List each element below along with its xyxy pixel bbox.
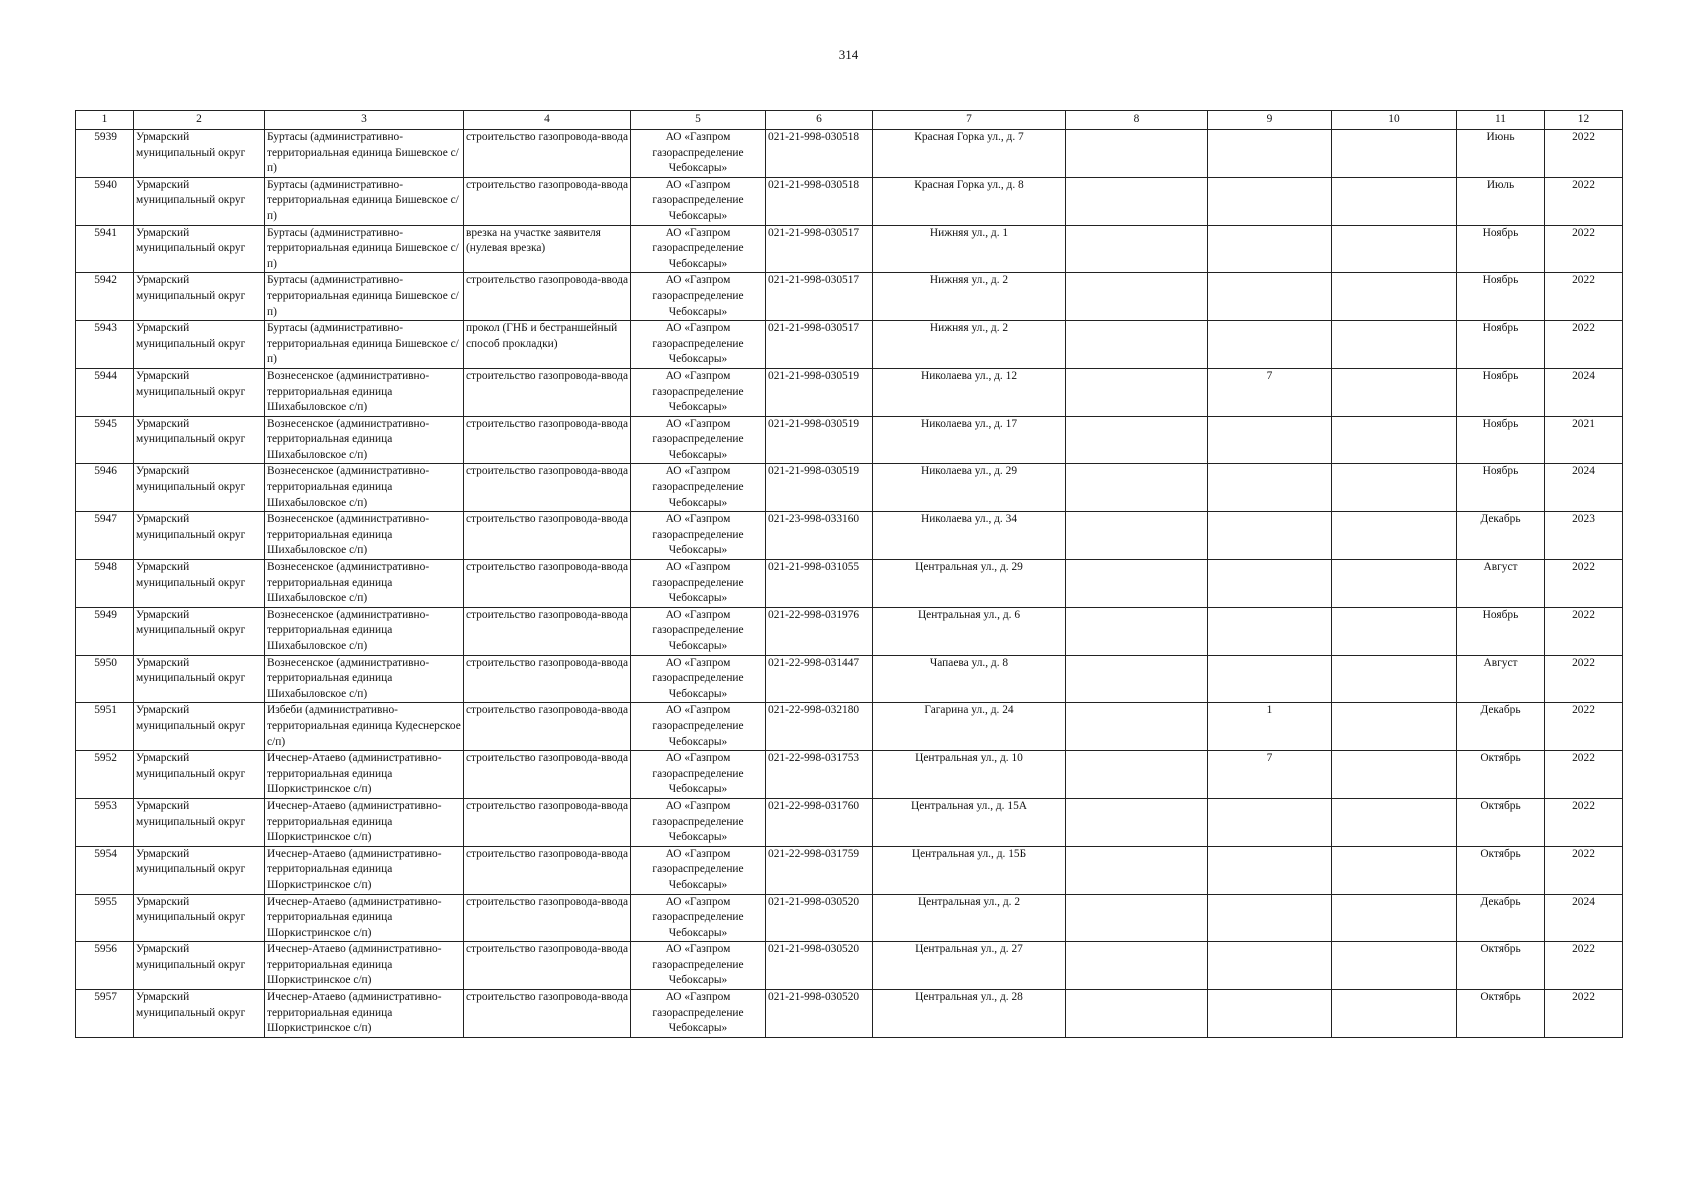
year-cell: 2022 xyxy=(1545,655,1623,703)
column-10-cell xyxy=(1332,177,1457,225)
settlement-cell: Ичеснер-Атаево (административно-территориальная единица Шоркистринское с/п) xyxy=(265,751,464,799)
row-number-cell: 5952 xyxy=(76,751,134,799)
organization-cell: АО «Газпром газораспределение Чебоксары» xyxy=(631,607,766,655)
column-header: 1 xyxy=(76,111,134,130)
month-cell: Июль xyxy=(1457,177,1545,225)
column-9-cell xyxy=(1208,177,1332,225)
page-number: 314 xyxy=(838,47,859,62)
application-code-cell: 021-21-998-030518 xyxy=(766,177,873,225)
column-header: 3 xyxy=(265,111,464,130)
column-9-cell: 7 xyxy=(1208,751,1332,799)
row-number-cell: 5950 xyxy=(76,655,134,703)
table-row xyxy=(76,607,1623,655)
work-type-cell: строительство газопровода-ввода xyxy=(464,368,631,416)
work-type-cell: строительство газопровода-ввода xyxy=(464,512,631,560)
month-cell: Октябрь xyxy=(1457,990,1545,1038)
year-cell: 2022 xyxy=(1545,942,1623,990)
work-type-cell: строительство газопровода-ввода xyxy=(464,560,631,608)
municipality-cell: Урмарский муниципальный округ xyxy=(134,464,265,512)
year-cell: 2024 xyxy=(1545,894,1623,942)
column-9-cell xyxy=(1208,130,1332,178)
column-8-cell xyxy=(1066,655,1208,703)
settlement-cell: Ичеснер-Атаево (административно-территориальная единица Шоркистринское с/п) xyxy=(265,894,464,942)
organization-cell: АО «Газпром газораспределение Чебоксары» xyxy=(631,130,766,178)
column-10-cell xyxy=(1332,273,1457,321)
municipality-cell: Урмарский муниципальный округ xyxy=(134,177,265,225)
column-9-cell xyxy=(1208,416,1332,464)
application-code-cell: 021-21-998-030517 xyxy=(766,273,873,321)
table-row xyxy=(76,942,1623,990)
organization-cell: АО «Газпром газораспределение Чебоксары» xyxy=(631,273,766,321)
column-header: 9 xyxy=(1208,111,1332,130)
column-8-cell xyxy=(1066,894,1208,942)
month-cell: Июнь xyxy=(1457,130,1545,178)
address-cell: Центральная ул., д. 28 xyxy=(873,990,1066,1038)
application-code-cell: 021-21-998-030517 xyxy=(766,321,873,369)
work-type-cell: строительство газопровода-ввода xyxy=(464,273,631,321)
work-type-cell: строительство газопровода-ввода xyxy=(464,607,631,655)
month-cell: Август xyxy=(1457,655,1545,703)
address-cell: Нижняя ул., д. 1 xyxy=(873,225,1066,273)
row-number-cell: 5955 xyxy=(76,894,134,942)
column-10-cell xyxy=(1332,655,1457,703)
column-8-cell xyxy=(1066,321,1208,369)
column-9-cell xyxy=(1208,273,1332,321)
municipality-cell: Урмарский муниципальный округ xyxy=(134,990,265,1038)
municipality-cell: Урмарский муниципальный округ xyxy=(134,416,265,464)
column-9-cell: 1 xyxy=(1208,703,1332,751)
table-row xyxy=(76,368,1623,416)
address-cell: Центральная ул., д. 29 xyxy=(873,560,1066,608)
column-10-cell xyxy=(1332,464,1457,512)
address-cell: Центральная ул., д. 15Б xyxy=(873,846,1066,894)
address-cell: Центральная ул., д. 2 xyxy=(873,894,1066,942)
address-cell: Николаева ул., д. 34 xyxy=(873,512,1066,560)
work-type-cell: врезка на участке заявителя (нулевая врезка) xyxy=(464,225,631,273)
application-code-cell: 021-21-998-030519 xyxy=(766,416,873,464)
work-type-cell: строительство газопровода-ввода xyxy=(464,464,631,512)
month-cell: Октябрь xyxy=(1457,751,1545,799)
municipality-cell: Урмарский муниципальный округ xyxy=(134,560,265,608)
row-number-cell: 5939 xyxy=(76,130,134,178)
address-cell: Чапаева ул., д. 8 xyxy=(873,655,1066,703)
column-9-cell xyxy=(1208,512,1332,560)
column-header: 10 xyxy=(1332,111,1457,130)
row-number-cell: 5943 xyxy=(76,321,134,369)
application-code-cell: 021-21-998-030520 xyxy=(766,942,873,990)
row-number-cell: 5948 xyxy=(76,560,134,608)
column-9-cell xyxy=(1208,560,1332,608)
application-code-cell: 021-22-998-031447 xyxy=(766,655,873,703)
municipality-cell: Урмарский муниципальный округ xyxy=(134,703,265,751)
row-number-cell: 5953 xyxy=(76,798,134,846)
table-row xyxy=(76,655,1623,703)
month-cell: Август xyxy=(1457,560,1545,608)
row-number-cell: 5942 xyxy=(76,273,134,321)
organization-cell: АО «Газпром газораспределение Чебоксары» xyxy=(631,512,766,560)
month-cell: Ноябрь xyxy=(1457,607,1545,655)
year-cell: 2024 xyxy=(1545,464,1623,512)
table-row xyxy=(76,177,1623,225)
column-10-cell xyxy=(1332,607,1457,655)
organization-cell: АО «Газпром газораспределение Чебоксары» xyxy=(631,368,766,416)
year-cell: 2021 xyxy=(1545,416,1623,464)
settlement-cell: Ичеснер-Атаево (административно-территориальная единица Шоркистринское с/п) xyxy=(265,990,464,1038)
month-cell: Декабрь xyxy=(1457,703,1545,751)
column-8-cell xyxy=(1066,846,1208,894)
work-type-cell: строительство газопровода-ввода xyxy=(464,798,631,846)
settlement-cell: Буртасы (административно-территориальная единица Бишевское с/п) xyxy=(265,177,464,225)
organization-cell: АО «Газпром газораспределение Чебоксары» xyxy=(631,751,766,799)
column-10-cell xyxy=(1332,512,1457,560)
settlement-cell: Вознесенское (административно-территориальная единица Шихабыловское с/п) xyxy=(265,512,464,560)
column-8-cell xyxy=(1066,130,1208,178)
municipality-cell: Урмарский муниципальный округ xyxy=(134,273,265,321)
month-cell: Ноябрь xyxy=(1457,273,1545,321)
work-type-cell: прокол (ГНБ и бестраншейный способ прокладки) xyxy=(464,321,631,369)
municipality-cell: Урмарский муниципальный округ xyxy=(134,368,265,416)
organization-cell: АО «Газпром газораспределение Чебоксары» xyxy=(631,321,766,369)
settlement-cell: Вознесенское (административно-территориальная единица Шихабыловское с/п) xyxy=(265,368,464,416)
settlement-cell: Буртасы (административно-территориальная единица Бишевское с/п) xyxy=(265,273,464,321)
year-cell: 2022 xyxy=(1545,225,1623,273)
column-10-cell xyxy=(1332,416,1457,464)
column-9-cell xyxy=(1208,321,1332,369)
table-row xyxy=(76,130,1623,178)
column-9-cell: 7 xyxy=(1208,368,1332,416)
application-code-cell: 021-22-998-031760 xyxy=(766,798,873,846)
address-cell: Нижняя ул., д. 2 xyxy=(873,273,1066,321)
year-cell: 2022 xyxy=(1545,321,1623,369)
work-type-cell: строительство газопровода-ввода xyxy=(464,894,631,942)
column-header: 8 xyxy=(1066,111,1208,130)
organization-cell: АО «Газпром газораспределение Чебоксары» xyxy=(631,894,766,942)
work-type-cell: строительство газопровода-ввода xyxy=(464,751,631,799)
month-cell: Ноябрь xyxy=(1457,321,1545,369)
table-row xyxy=(76,703,1623,751)
column-8-cell xyxy=(1066,751,1208,799)
column-8-cell xyxy=(1066,464,1208,512)
row-number-cell: 5945 xyxy=(76,416,134,464)
column-header: 5 xyxy=(631,111,766,130)
column-number-header-row xyxy=(76,111,1623,130)
application-code-cell: 021-23-998-033160 xyxy=(766,512,873,560)
year-cell: 2022 xyxy=(1545,177,1623,225)
column-9-cell xyxy=(1208,942,1332,990)
municipality-cell: Урмарский муниципальный округ xyxy=(134,894,265,942)
month-cell: Декабрь xyxy=(1457,512,1545,560)
column-header: 12 xyxy=(1545,111,1623,130)
address-cell: Николаева ул., д. 29 xyxy=(873,464,1066,512)
address-cell: Красная Горка ул., д. 7 xyxy=(873,130,1066,178)
column-header: 6 xyxy=(766,111,873,130)
organization-cell: АО «Газпром газораспределение Чебоксары» xyxy=(631,416,766,464)
application-code-cell: 021-22-998-031759 xyxy=(766,846,873,894)
row-number-cell: 5947 xyxy=(76,512,134,560)
organization-cell: АО «Газпром газораспределение Чебоксары» xyxy=(631,560,766,608)
organization-cell: АО «Газпром газораспределение Чебоксары» xyxy=(631,655,766,703)
address-cell: Николаева ул., д. 17 xyxy=(873,416,1066,464)
month-cell: Октябрь xyxy=(1457,942,1545,990)
year-cell: 2022 xyxy=(1545,846,1623,894)
organization-cell: АО «Газпром газораспределение Чебоксары» xyxy=(631,942,766,990)
column-8-cell xyxy=(1066,798,1208,846)
month-cell: Ноябрь xyxy=(1457,464,1545,512)
settlement-cell: Ичеснер-Атаево (административно-территориальная единица Шоркистринское с/п) xyxy=(265,846,464,894)
table-row xyxy=(76,894,1623,942)
column-header: 7 xyxy=(873,111,1066,130)
year-cell: 2022 xyxy=(1545,560,1623,608)
table-row xyxy=(76,321,1623,369)
column-10-cell xyxy=(1332,321,1457,369)
municipality-cell: Урмарский муниципальный округ xyxy=(134,607,265,655)
year-cell: 2022 xyxy=(1545,703,1623,751)
column-10-cell xyxy=(1332,894,1457,942)
organization-cell: АО «Газпром газораспределение Чебоксары» xyxy=(631,846,766,894)
month-cell: Декабрь xyxy=(1457,894,1545,942)
municipality-cell: Урмарский муниципальный округ xyxy=(134,798,265,846)
registry-table xyxy=(75,110,1623,1038)
application-code-cell: 021-22-998-031753 xyxy=(766,751,873,799)
municipality-cell: Урмарский муниципальный округ xyxy=(134,942,265,990)
column-10-cell xyxy=(1332,751,1457,799)
settlement-cell: Буртасы (административно-территориальная единица Бишевское с/п) xyxy=(265,130,464,178)
column-10-cell xyxy=(1332,703,1457,751)
organization-cell: АО «Газпром газораспределение Чебоксары» xyxy=(631,464,766,512)
column-10-cell xyxy=(1332,846,1457,894)
municipality-cell: Урмарский муниципальный округ xyxy=(134,655,265,703)
application-code-cell: 021-21-998-031055 xyxy=(766,560,873,608)
row-number-cell: 5944 xyxy=(76,368,134,416)
column-8-cell xyxy=(1066,368,1208,416)
column-8-cell xyxy=(1066,703,1208,751)
column-9-cell xyxy=(1208,798,1332,846)
column-8-cell xyxy=(1066,512,1208,560)
column-9-cell xyxy=(1208,846,1332,894)
column-9-cell xyxy=(1208,607,1332,655)
column-8-cell xyxy=(1066,607,1208,655)
column-8-cell xyxy=(1066,942,1208,990)
table-row xyxy=(76,273,1623,321)
column-10-cell xyxy=(1332,942,1457,990)
application-code-cell: 021-21-998-030520 xyxy=(766,990,873,1038)
table-row xyxy=(76,416,1623,464)
year-cell: 2022 xyxy=(1545,798,1623,846)
address-cell: Центральная ул., д. 6 xyxy=(873,607,1066,655)
settlement-cell: Буртасы (административно-территориальная единица Бишевское с/п) xyxy=(265,321,464,369)
table-row xyxy=(76,990,1623,1038)
settlement-cell: Избеби (административно-территориальная единица Кудеснерское с/п) xyxy=(265,703,464,751)
row-number-cell: 5957 xyxy=(76,990,134,1038)
organization-cell: АО «Газпром газораспределение Чебоксары» xyxy=(631,225,766,273)
application-code-cell: 021-21-998-030519 xyxy=(766,464,873,512)
month-cell: Октябрь xyxy=(1457,798,1545,846)
column-8-cell xyxy=(1066,225,1208,273)
year-cell: 2022 xyxy=(1545,607,1623,655)
municipality-cell: Урмарский муниципальный округ xyxy=(134,846,265,894)
municipality-cell: Урмарский муниципальный округ xyxy=(134,751,265,799)
work-type-cell: строительство газопровода-ввода xyxy=(464,655,631,703)
application-code-cell: 021-22-998-031976 xyxy=(766,607,873,655)
row-number-cell: 5946 xyxy=(76,464,134,512)
column-10-cell xyxy=(1332,225,1457,273)
table-row xyxy=(76,846,1623,894)
table-row xyxy=(76,464,1623,512)
work-type-cell: строительство газопровода-ввода xyxy=(464,177,631,225)
column-10-cell xyxy=(1332,990,1457,1038)
settlement-cell: Вознесенское (административно-территориальная единица Шихабыловское с/п) xyxy=(265,607,464,655)
column-10-cell xyxy=(1332,798,1457,846)
column-header: 2 xyxy=(134,111,265,130)
month-cell: Октябрь xyxy=(1457,846,1545,894)
column-9-cell xyxy=(1208,894,1332,942)
municipality-cell: Урмарский муниципальный округ xyxy=(134,321,265,369)
column-8-cell xyxy=(1066,990,1208,1038)
address-cell: Центральная ул., д. 10 xyxy=(873,751,1066,799)
table-row xyxy=(76,225,1623,273)
organization-cell: АО «Газпром газораспределение Чебоксары» xyxy=(631,703,766,751)
column-9-cell xyxy=(1208,225,1332,273)
address-cell: Центральная ул., д. 15А xyxy=(873,798,1066,846)
year-cell: 2022 xyxy=(1545,273,1623,321)
work-type-cell: строительство газопровода-ввода xyxy=(464,990,631,1038)
row-number-cell: 5940 xyxy=(76,177,134,225)
year-cell: 2024 xyxy=(1545,368,1623,416)
column-8-cell xyxy=(1066,560,1208,608)
address-cell: Центральная ул., д. 27 xyxy=(873,942,1066,990)
address-cell: Нижняя ул., д. 2 xyxy=(873,321,1066,369)
table-row xyxy=(76,560,1623,608)
municipality-cell: Урмарский муниципальный округ xyxy=(134,225,265,273)
work-type-cell: строительство газопровода-ввода xyxy=(464,130,631,178)
row-number-cell: 5956 xyxy=(76,942,134,990)
row-number-cell: 5954 xyxy=(76,846,134,894)
settlement-cell: Вознесенское (административно-территориальная единица Шихабыловское с/п) xyxy=(265,464,464,512)
application-code-cell: 021-21-998-030517 xyxy=(766,225,873,273)
month-cell: Ноябрь xyxy=(1457,416,1545,464)
column-10-cell xyxy=(1332,130,1457,178)
column-9-cell xyxy=(1208,990,1332,1038)
settlement-cell: Вознесенское (административно-территориальная единица Шихабыловское с/п) xyxy=(265,655,464,703)
settlement-cell: Вознесенское (административно-территориальная единица Шихабыловское с/п) xyxy=(265,416,464,464)
table-row xyxy=(76,751,1623,799)
application-code-cell: 021-21-998-030519 xyxy=(766,368,873,416)
work-type-cell: строительство газопровода-ввода xyxy=(464,416,631,464)
column-header: 11 xyxy=(1457,111,1545,130)
table-body xyxy=(76,130,1623,1038)
address-cell: Гагарина ул., д. 24 xyxy=(873,703,1066,751)
year-cell: 2022 xyxy=(1545,751,1623,799)
settlement-cell: Ичеснер-Атаево (административно-территориальная единица Шоркистринское с/п) xyxy=(265,942,464,990)
column-header: 4 xyxy=(464,111,631,130)
table-row xyxy=(76,512,1623,560)
column-8-cell xyxy=(1066,416,1208,464)
year-cell: 2022 xyxy=(1545,130,1623,178)
row-number-cell: 5941 xyxy=(76,225,134,273)
month-cell: Ноябрь xyxy=(1457,368,1545,416)
work-type-cell: строительство газопровода-ввода xyxy=(464,703,631,751)
application-code-cell: 021-22-998-032180 xyxy=(766,703,873,751)
organization-cell: АО «Газпром газораспределение Чебоксары» xyxy=(631,177,766,225)
column-10-cell xyxy=(1332,368,1457,416)
organization-cell: АО «Газпром газораспределение Чебоксары» xyxy=(631,990,766,1038)
column-9-cell xyxy=(1208,464,1332,512)
row-number-cell: 5951 xyxy=(76,703,134,751)
year-cell: 2023 xyxy=(1545,512,1623,560)
column-10-cell xyxy=(1332,560,1457,608)
municipality-cell: Урмарский муниципальный округ xyxy=(134,512,265,560)
month-cell: Ноябрь xyxy=(1457,225,1545,273)
work-type-cell: строительство газопровода-ввода xyxy=(464,846,631,894)
application-code-cell: 021-21-998-030518 xyxy=(766,130,873,178)
column-8-cell xyxy=(1066,177,1208,225)
column-8-cell xyxy=(1066,273,1208,321)
organization-cell: АО «Газпром газораспределение Чебоксары» xyxy=(631,798,766,846)
table-row xyxy=(76,798,1623,846)
settlement-cell: Вознесенское (административно-территориальная единица Шихабыловское с/п) xyxy=(265,560,464,608)
column-9-cell xyxy=(1208,655,1332,703)
address-cell: Красная Горка ул., д. 8 xyxy=(873,177,1066,225)
address-cell: Николаева ул., д. 12 xyxy=(873,368,1066,416)
application-code-cell: 021-21-998-030520 xyxy=(766,894,873,942)
settlement-cell: Ичеснер-Атаево (административно-территориальная единица Шоркистринское с/п) xyxy=(265,798,464,846)
year-cell: 2022 xyxy=(1545,990,1623,1038)
row-number-cell: 5949 xyxy=(76,607,134,655)
municipality-cell: Урмарский муниципальный округ xyxy=(134,130,265,178)
work-type-cell: строительство газопровода-ввода xyxy=(464,942,631,990)
settlement-cell: Буртасы (административно-территориальная единица Бишевское с/п) xyxy=(265,225,464,273)
